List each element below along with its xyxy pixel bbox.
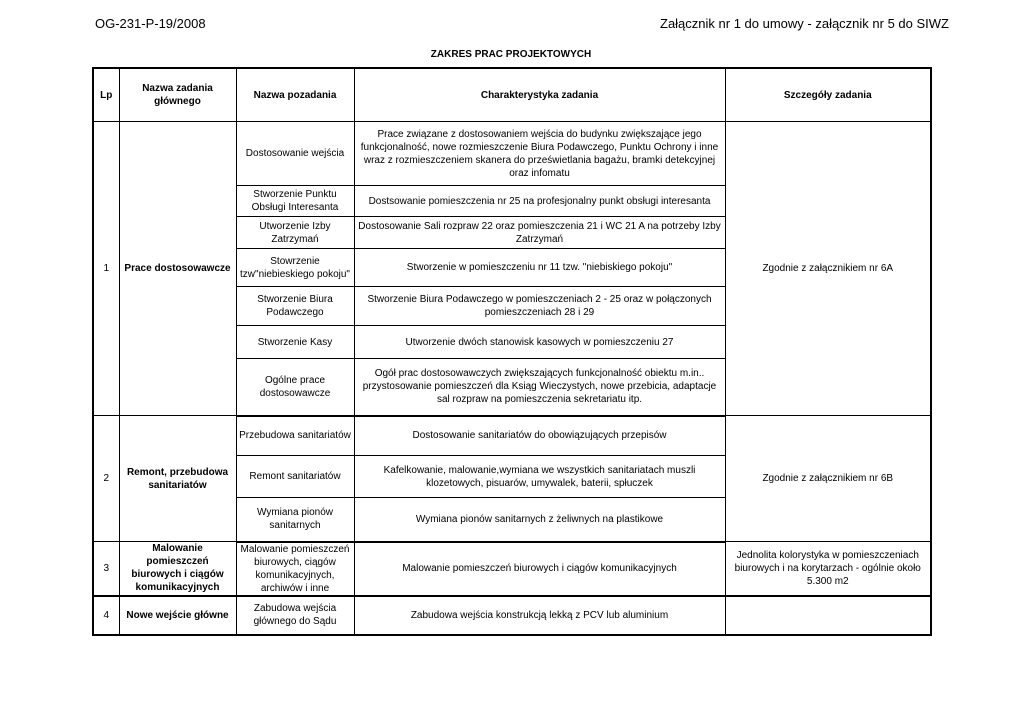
description-cell: Utworzenie dwóch stanowisk kasowych w pomieszczeniu 27 (354, 326, 725, 359)
scope-table (92, 67, 932, 636)
section-details: Zgodnie z załącznikiem nr 6B (725, 416, 931, 542)
subtask-cell: Zabudowa wejścia głównego do Sądu (236, 596, 354, 635)
subtask-cell: Utworzenie Izby Zatrzymań (236, 217, 354, 249)
subtask-cell: Stworzenie Punktu Obsługi Interesanta (236, 186, 354, 217)
description-cell: Zabudowa wejścia konstrukcją lekką z PCV lub aluminium (354, 596, 725, 635)
description-cell: Stworzenie w pomieszczeniu nr 11 tzw. "niebiskiego pokoju" (354, 249, 725, 287)
section-lp: 1 (93, 122, 119, 416)
description-cell: Ogół prac dostosowawczych zwiększających funkcjonalność obiektu m.in.. przystosowanie pomieszczeń dla Ksiąg Wieczystych, nowe przebicia, adaptacje sal rozpraw na pomieszczenia sekretariatu itp. (354, 359, 725, 416)
col-header-description: Charakterystyka zadania (354, 68, 725, 122)
col-header-main-task: Nazwa zadania głównego (119, 68, 236, 122)
section-lp: 2 (93, 416, 119, 542)
description-cell: Wymiana pionów sanitarnych z żeliwnych na plastikowe (354, 498, 725, 542)
section-details: Zgodnie z załącznikiem nr 6A (725, 122, 931, 416)
description-cell: Stworzenie Biura Podawczego w pomieszczeniach 2 - 25 oraz w połączonych pomieszczeniach 28 i 29 (354, 287, 725, 326)
description-cell: Prace związane z dostosowaniem wejścia do budynku zwiększające jego funkcjonalność, nowe rozmieszczenie Biura Podawczego, Punktu Ochrony i inne wraz z rozmieszczeniem skanera do prześwietlania bagażu, bramki detekcyjnej oraz infomatu (354, 122, 725, 186)
description-cell: Malowanie pomieszczeń biurowych i ciągów komunikacyjnych (354, 542, 725, 596)
subtask-cell: Stworzenie Biura Podawczego (236, 287, 354, 326)
section-lp: 3 (93, 542, 119, 596)
document-reference: OG-231-P-19/2008 (95, 16, 206, 31)
description-cell: Dostosowanie sanitariatów do obowiązujących przepisów (354, 416, 725, 456)
page-title: ZAKRES PRAC PROJEKTOWYCH (430, 49, 592, 60)
subtask-cell: Stowrzenie tzw"niebieskiego pokoju" (236, 249, 354, 287)
subtask-cell: Dostosowanie wejścia (236, 122, 354, 186)
section-main-task: Remont, przebudowa sanitariatów (119, 416, 236, 542)
subtask-cell: Stworzenie Kasy (236, 326, 354, 359)
col-header-lp: Lp (93, 68, 119, 122)
section-main-task: Nowe wejście główne (119, 596, 236, 635)
subtask-cell: Wymiana pionów sanitarnych (236, 498, 354, 542)
description-cell: Kafelkowanie, malowanie,wymiana we wszystkich sanitariatach muszli klozetowych, pisuarów, umywalek, baterii, spłuczek (354, 456, 725, 498)
annex-label: Załącznik nr 1 do umowy - załącznik nr 5 do SIWZ (660, 16, 949, 31)
col-header-subtask: Nazwa pozadania (236, 68, 354, 122)
subtask-cell: Przebudowa sanitariatów (236, 416, 354, 456)
subtask-cell: Remont sanitariatów (236, 456, 354, 498)
description-cell: Dostsowanie pomieszczenia nr 25 na profesjonalny punkt obsługi interesanta (354, 186, 725, 217)
section-lp: 4 (93, 596, 119, 635)
subtask-cell: Malowanie pomieszczeń biurowych, ciągów komunikacyjnych, archiwów i inne (236, 542, 354, 596)
col-header-details: Szczegóły zadania (725, 68, 931, 122)
subtask-cell: Ogólne prace dostosowawcze (236, 359, 354, 416)
description-cell: Dostosowanie Sali rozpraw 22 oraz pomieszczenia 21 i WC 21 A na potrzeby Izby Zatrzymań (354, 217, 725, 249)
section-main-task: Malowanie pomieszczeń biurowych i ciągów komunikacyjnych (119, 542, 236, 596)
section-details: Jednolita kolorystyka w pomieszczeniach biurowych i na korytarzach - ogólnie około 5.300 m2 (725, 542, 931, 596)
section-main-task: Prace dostosowawcze (119, 122, 236, 416)
section-details (725, 596, 931, 635)
